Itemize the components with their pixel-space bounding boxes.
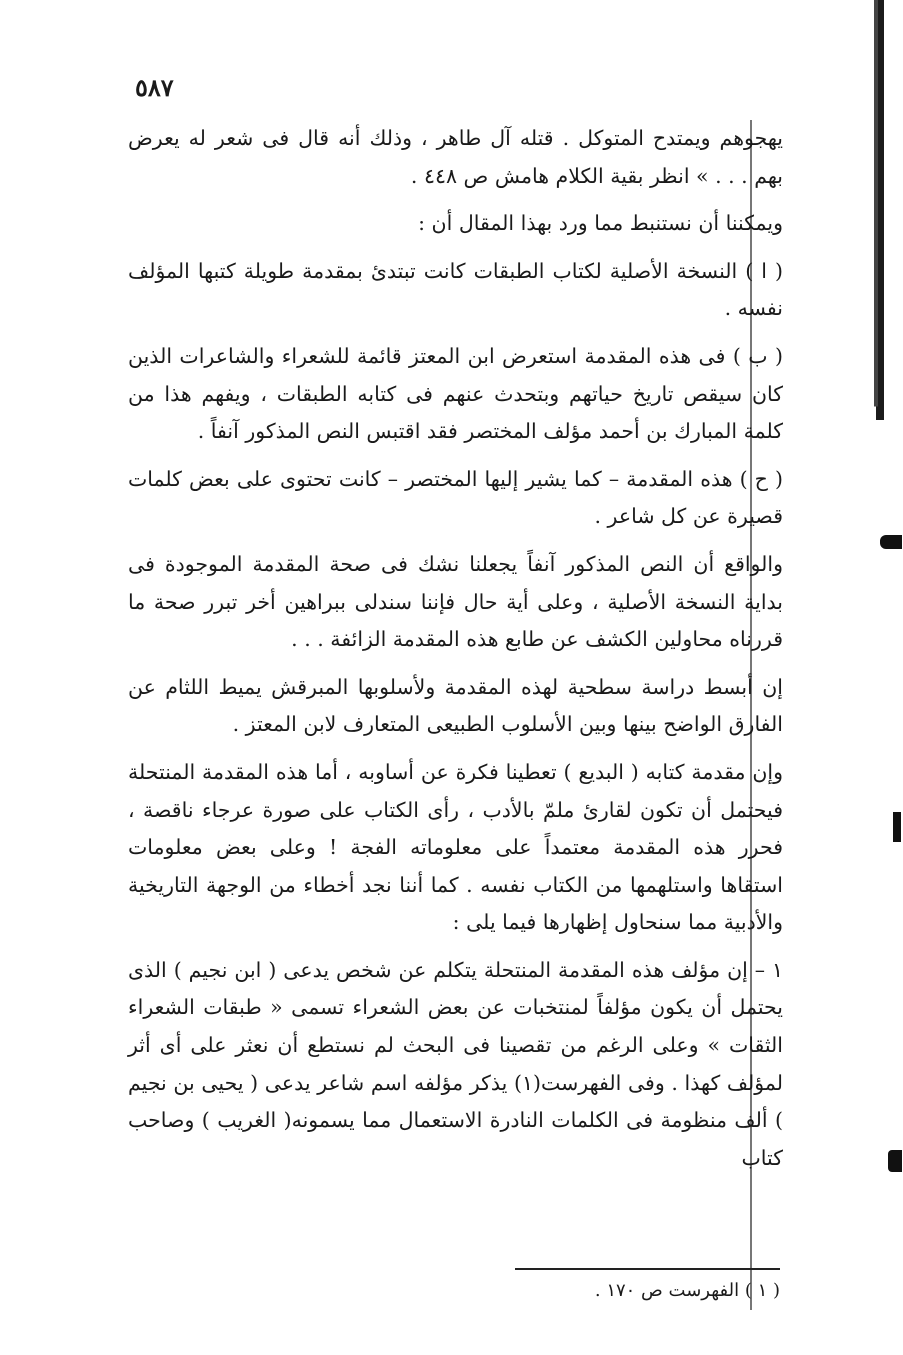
paragraph: يهجوهم ويمتدح المتوكل . قتله آل طاهر ، وذلك أنه قال فى شعر له يعرض بهم . . . » انظر بقية الكلام هامش ص ٤٤٨ . (128, 126, 783, 188)
scan-mark (880, 535, 902, 549)
scan-edge (874, 0, 878, 1355)
paragraph: ( ب ) فى هذه المقدمة استعرض ابن المعتز قائمة للشعراء والشاعرات الذين كان سيقص تاريخ حياتهم وبتحدث عنهم فى كتابه الطبقات ، ويفهم هذا من كلمة المبارك بن أحمد مؤلف المختصر فقد اقتبس النص المذكور آنفاً . (128, 343, 783, 444)
footnote: ( ١ ) الفهرست ص ١٧٠ . (594, 1280, 780, 1301)
paragraph: إن أبسط دراسة سطحية لهذه المقدمة ولأسلوبها المبرقش يميط اللثام عن الفارق الواضح بينها وبين الأسلوب الطبيعى المتعارف لابن المعتز . (128, 674, 783, 737)
page-number: ٥٨٧ (135, 73, 174, 102)
body-text (128, 120, 783, 1187)
paragraph: ١ – إن مؤلف هذه المقدمة المنتحلة يتكلم عن شخص يدعى ( ابن نجيم ) الذى يحتمل أن يكون مؤلفاً لمنتخبات عن بعض الشعراء تسمى « طبقات الشعراء الثقات » وعلى الرغم من تقصينا فى البحث لم نستطع أن نعثر على أى أثر لمؤلف كهذا . وفى الفهرست(١) يذكر مؤلفه اسم شاعر يدعى ( يحيى بن نجيم ) ألف منظومة فى الكلمات النادرة الاستعمال مما يسمونه( الغريب ) وصاحب كتاب (128, 957, 783, 1170)
paragraph: ويمكننا أن نستنبط مما ورد بهذا المقال أن : (418, 211, 783, 236)
paragraph: والواقع أن النص المذكور آنفاً يجعلنا نشك فى صحة المقدمة الموجودة فى بداية النسخة الأصلية ، وعلى أية حال فإننا سندلى ببراهين أخر تبرر صحة ما قررناه محاولين الكشف عن طابع هذه المقدمة الزائفة . . . (128, 551, 783, 652)
paragraph: وإن مقدمة كتابه ( البديع ) تعطينا فكرة عن أساوبه ، أما هذه المقدمة المنتحلة فيحتمل أن تكون لقارئ ملمّ بالأدب ، رأى الكتاب على صورة عرجاء ناقصة ، فحرر هذه المقدمة معتمداً على معلوماته الفجة ! وعلى بعض معلومات استقاها واستلهمها من الكتاب نفسه . كما أننا نجد أخطاء من الوجهة التاريخية والأدبية مما سنحاول إظهارها فيما يلى : (128, 759, 783, 935)
paragraph: ( ا ) النسخة الأصلية لكتاب الطبقات كانت تبتدئ بمقدمة طويلة كتبها المؤلف نفسه . (128, 258, 783, 321)
paragraph: ( ح ) هذه المقدمة – كما يشير إليها المختصر – كانت تحتوى على بعض كلمات قصيرة عن كل شاعر . (128, 466, 783, 529)
scan-mark (888, 1150, 902, 1172)
scan-mark (893, 812, 901, 842)
footnote-rule (515, 1268, 780, 1270)
